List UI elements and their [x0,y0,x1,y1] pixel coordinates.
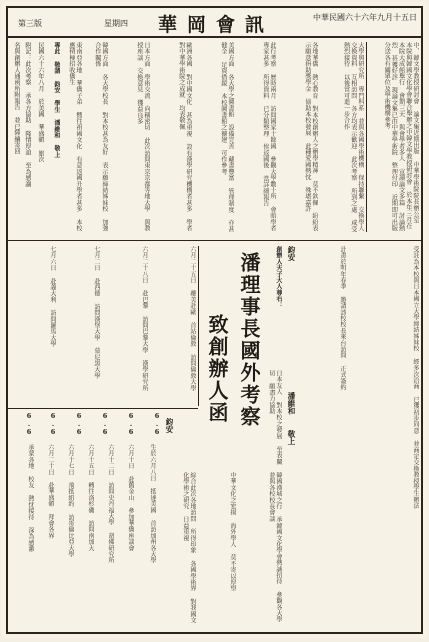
article-column: 日本友人 對本校之發展 至表關切 願盡力協助 [267,370,282,465]
letter-greeting: 創辦人夫子大人尊右： [275,246,282,308]
article-column: 東南亞各地 華僑子弟 嚮往祖國文化 有意返國升學者甚多 本校應積極招收僑生 [67,42,82,232]
schedule-item: 六月十七日 飛抵紐約 訪哥倫比亞大學 [67,444,74,558]
article-column: 日本方面 學術交流 向稱密切 此次訪問東京京都等地大學 與教授座談 交換意見 獲益良多 [135,42,150,232]
article-column: 此行考察 歷時兩月 訪問國家十餘國 參觀大學數十所 會晤學者專家甚多 所得資料 已分類整理 俟返國後 當詳細報告 [261,42,276,232]
masthead-page-number: 第三版 [18,19,42,28]
lower-right-article: 受託為本校與日本國立大學締結姊妹校 經多次洽商 已獲初步同意 並商定交換教授學生辦法 [412,246,419,509]
schedule-date: 6.6 [75,412,83,436]
schedule-date: 6.6 [153,412,161,436]
article-column: 韓國漢城之行 承韓國文化學會熱誠招待 參觀各大學 並與各校校長會談 [267,472,282,623]
closing-greeting: 鈞安 [165,418,174,433]
schedule-date: 6.6 [49,412,57,436]
section-divider [8,240,421,241]
schedule-item: 六月二十日 赴華盛頓 拜會各界 [47,444,54,539]
headline-rule [198,246,199,406]
headline-line-1: 潘理事長國外考察 [237,252,261,428]
article-column: 歐洲各國 對中國文化 甚為重視 設有漢學研究機構者甚多 學者對中華學術院之成就 均表敬佩 [177,42,192,232]
lower-article-column: 計畫於明年春季 邀請該校校長來台訪問 正式簽約 [339,246,346,391]
schedule-date: 6.6 [127,412,135,436]
article-column: 韓國方面 各大學校長 對本校甚為友好 表示願締結姊妹校 加強合作關係 [93,42,108,232]
schedule-item: 六月十二日 訪問史丹福大學 胡佛研究所 [107,444,114,564]
article-column: 六月二十八日 赴巴黎 訪問巴黎大學 漢學研究所 [141,246,148,391]
letter-note: 名與創辦人通函所附報告 並已陸續寄回 [13,42,20,155]
letter-note: 附記：此次考察 承各方協助 隆情厚誼 至為感謝 [24,42,31,187]
article-column: 六月二十五日 離美赴歐 首站倫敦 訪問倫敦大學 [189,246,196,391]
article-column: 綜合此次各地訪問 所得印象 各國學術界 對我國文化學術之研究 日益重視 [181,472,196,624]
signature-name: 潘維和 [287,392,296,415]
article-column: 各地華僑 熱心教育 對本校創辦人之辦學精神 莫不欽佩 紛紛表示願意捐助獎學金 協助本校發展 此種愛國熱忱 殊堪嘉許 [303,42,318,232]
article-column: 美國方面 各大學之圖書館 設備完善 藏書豐富 管理制度 亦甚健全 足資借鏡 本校圖書館之擴建 可作參考 [219,42,234,232]
masthead [8,8,421,38]
schedule-item: 六月十五日 轉往洛杉磯 訪問南加大 [87,444,94,551]
headline-line-2: 致創辦人函 [205,314,229,424]
masthead-title: 華岡會訊 [158,14,275,36]
newspaper-page [2,2,427,638]
masthead-weekday: 星期四 [104,19,128,28]
column-rule [366,42,367,232]
letter-closing: 專此 敬請 鈞安 學生 潘維和 敬上 [53,42,60,158]
signature-close: 敬上 [287,430,296,445]
article-column: 七月二日 赴西德 訪問漢堡大學 慕尼黑大學 [93,246,100,379]
schedule-item: 生於六月八日 抵達美國 首訪加州各大學 [149,444,156,564]
schedule-date: 6.6 [25,412,33,436]
section-divider [8,408,198,409]
article-column: 中華文化之宏揚 海外學人 莫不寄以厚望 [229,472,236,592]
article-column: 七月六日 赴義大利 訪問羅馬大學 [49,246,56,347]
letter-date: 民國六十六年八月 於美國 華盛頓 旅次 [37,42,44,163]
top-right-article: 中、韓文學教授研討會 論文集近期出版 中華學術院院長辦公室 本院與韓國文化學會聯合舉辦之中韓文學教授研討會 於本年三月在本院大成館舉行 會期三天 與會學者多人 宣讀論文多篇 討論熱烈 甚獲好評 現論文集已由中華學術院 整理付印 近期即可出版 分送各有關單位及學術機構參考 [383,42,419,232]
greeting: 鈞安 [287,246,296,261]
article-column: 大學與研究所 專門科系 並與各國學術機構 保持聯繫 交換學人 交換資料 互相訪問 各方均表示歡迎 此次考察 所到之處 咸受熱烈接待 以後當可進一步合作 [342,42,364,232]
schedule-date: 6.6 [101,412,109,436]
masthead-date: 中華民國六十六年九月十五日 [313,13,417,22]
schedule-item: 六月十日 赴舊金山 參加華僑座談會 [127,444,134,551]
schedule-item: 承蒙各地 校友 熱忱接待 深為感激 [27,444,34,552]
